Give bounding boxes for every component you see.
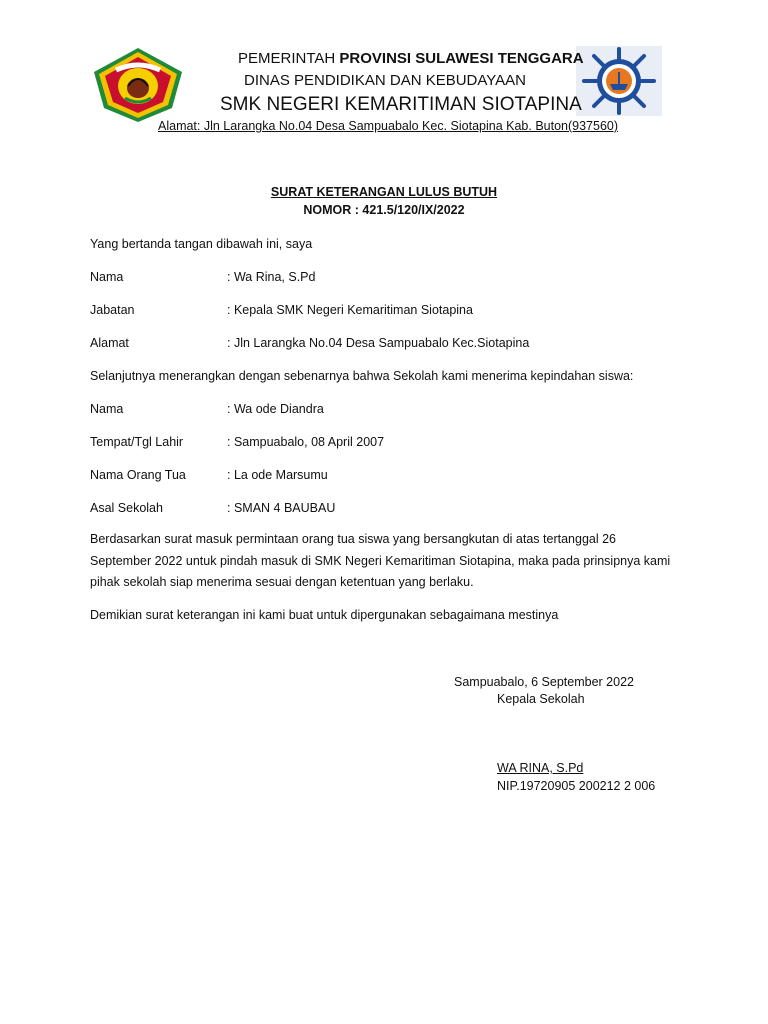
letterhead-department: DINAS PENDIDIKAN DAN KEBUDAYAAN bbox=[244, 72, 527, 89]
provincial-emblem-logo bbox=[92, 46, 184, 124]
signature-place-date: Sampuabalo, 6 September 2022 bbox=[454, 675, 634, 689]
signer-position-label: Jabatan bbox=[90, 303, 135, 317]
signer-name-value: : Wa Rina, S.Pd bbox=[227, 270, 316, 284]
signer-address-value: : Jln Larangka No.04 Desa Sampuabalo Kec.Siotapina bbox=[227, 336, 530, 350]
closing-text: Demikian surat keterangan ini kami buat untuk dipergunakan sebagaimana mestinya bbox=[90, 608, 559, 622]
student-school-value: : SMAN 4 BAUBAU bbox=[227, 501, 336, 515]
student-name-value: : Wa ode Diandra bbox=[227, 402, 324, 416]
body-line-1: Berdasarkan surat masuk permintaan orang tua siswa yang bersangkutan di atas tertanggal 26 bbox=[90, 532, 617, 546]
letter-title: SURAT KETERANGAN LULUS BUTUH bbox=[270, 185, 498, 199]
student-name-label: Nama bbox=[90, 402, 124, 416]
body-line-2: September 2022 untuk pindah masuk di SMK Negeri Kemaritiman Siotapina, maka pada prinsipnya kami bbox=[90, 554, 671, 568]
letterhead-government: PEMERINTAH PROVINSI SULAWESI TENGGARA bbox=[238, 50, 584, 67]
signature-nip: NIP.19720905 200212 2 006 bbox=[497, 779, 656, 793]
body-line-3: pihak sekolah siap menerima sesuai dengan ketentuan yang berlaku. bbox=[90, 575, 474, 589]
student-school-label: Asal Sekolah bbox=[90, 501, 163, 515]
letterhead-address: Alamat: Jln Larangka No.04 Desa Sampuabalo Kec. Siotapina Kab. Buton(937560) bbox=[158, 119, 619, 133]
school-emblem-logo bbox=[576, 46, 662, 116]
signer-name-label: Nama bbox=[90, 270, 124, 284]
letterhead-province: PROVINSI SULAWESI TENGGARA bbox=[339, 50, 584, 67]
student-parent-value: : La ode Marsumu bbox=[227, 468, 328, 482]
statement-text: Selanjutnya menerangkan dengan sebenarnya bahwa Sekolah kami menerima kepindahan siswa: bbox=[90, 369, 634, 383]
signer-position-value: : Kepala SMK Negeri Kemaritiman Siotapina bbox=[227, 303, 473, 317]
signature-position: Kepala Sekolah bbox=[497, 692, 585, 706]
letter-number: NOMOR : 421.5/120/IX/2022 bbox=[303, 203, 465, 217]
letterhead-school-name: SMK NEGERI KEMARITIMAN SIOTAPINA bbox=[220, 94, 582, 115]
signer-address-label: Alamat bbox=[90, 336, 129, 350]
student-parent-label: Nama Orang Tua bbox=[90, 468, 186, 482]
student-birth-label: Tempat/Tgl Lahir bbox=[90, 435, 184, 449]
student-birth-value: : Sampuabalo, 08 April 2007 bbox=[227, 435, 385, 449]
signature-name: WA RINA, S.Pd bbox=[497, 761, 584, 775]
intro-text: Yang bertanda tangan dibawah ini, saya bbox=[90, 237, 313, 251]
